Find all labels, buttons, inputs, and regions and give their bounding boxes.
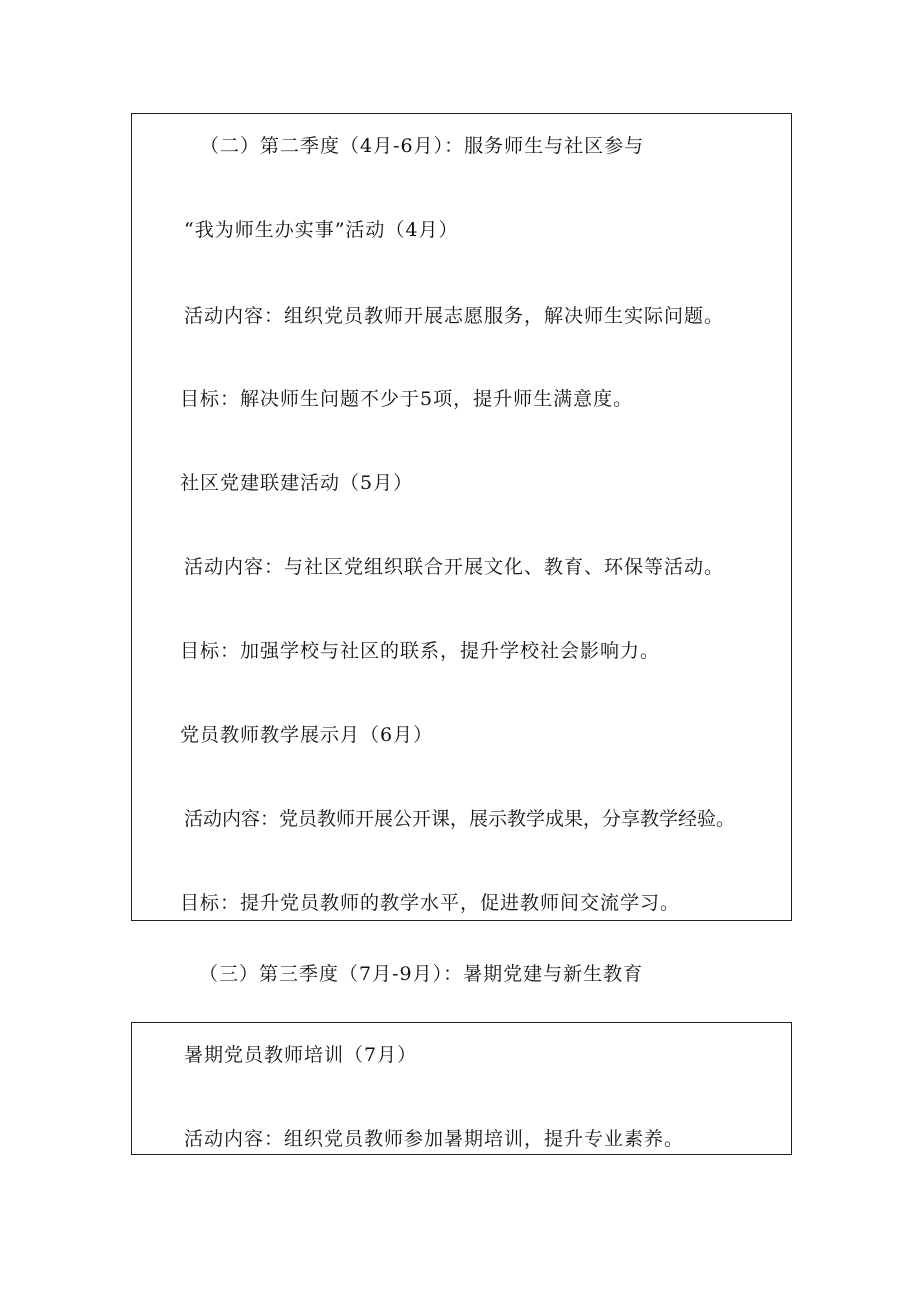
section-2-box (131, 113, 792, 921)
item-title-may: 社区党建联建活动（5月） (180, 472, 414, 494)
item-title-june: 党员教师教学展示月（6月） (180, 724, 434, 746)
item-content-may: 活动内容：与社区党组织联合开展文化、教育、环保等活动。 (184, 556, 725, 578)
item-goal-may: 目标：加强学校与社区的联系，提升学校社会影响力。 (180, 640, 661, 662)
item-content-july: 活动内容：组织党员教师参加暑期培训，提升专业素养。 (184, 1128, 685, 1150)
section-3-box (131, 1022, 792, 1155)
item-goal-april: 目标：解决师生问题不少于5项，提升师生满意度。 (180, 388, 634, 410)
item-goal-june: 目标：提升党员教师的教学水平，促进教师间交流学习。 (180, 892, 681, 914)
item-content-june: 活动内容：党员教师开展公开课，展示教学成果，分享教学经验。 (184, 808, 736, 830)
section-2-heading: （二）第二季度（4月-6月）：服务师生与社区参与 (200, 135, 645, 157)
item-title-april: “我为师生办实事”活动（4月） (184, 219, 459, 241)
item-content-april: 活动内容：组织党员教师开展志愿服务，解决师生实际问题。 (184, 305, 725, 327)
item-title-july: 暑期党员教师培训（7月） (184, 1044, 418, 1066)
section-3-heading: （三）第三季度（7月-9月）：暑期党建与新生教育 (199, 963, 644, 985)
